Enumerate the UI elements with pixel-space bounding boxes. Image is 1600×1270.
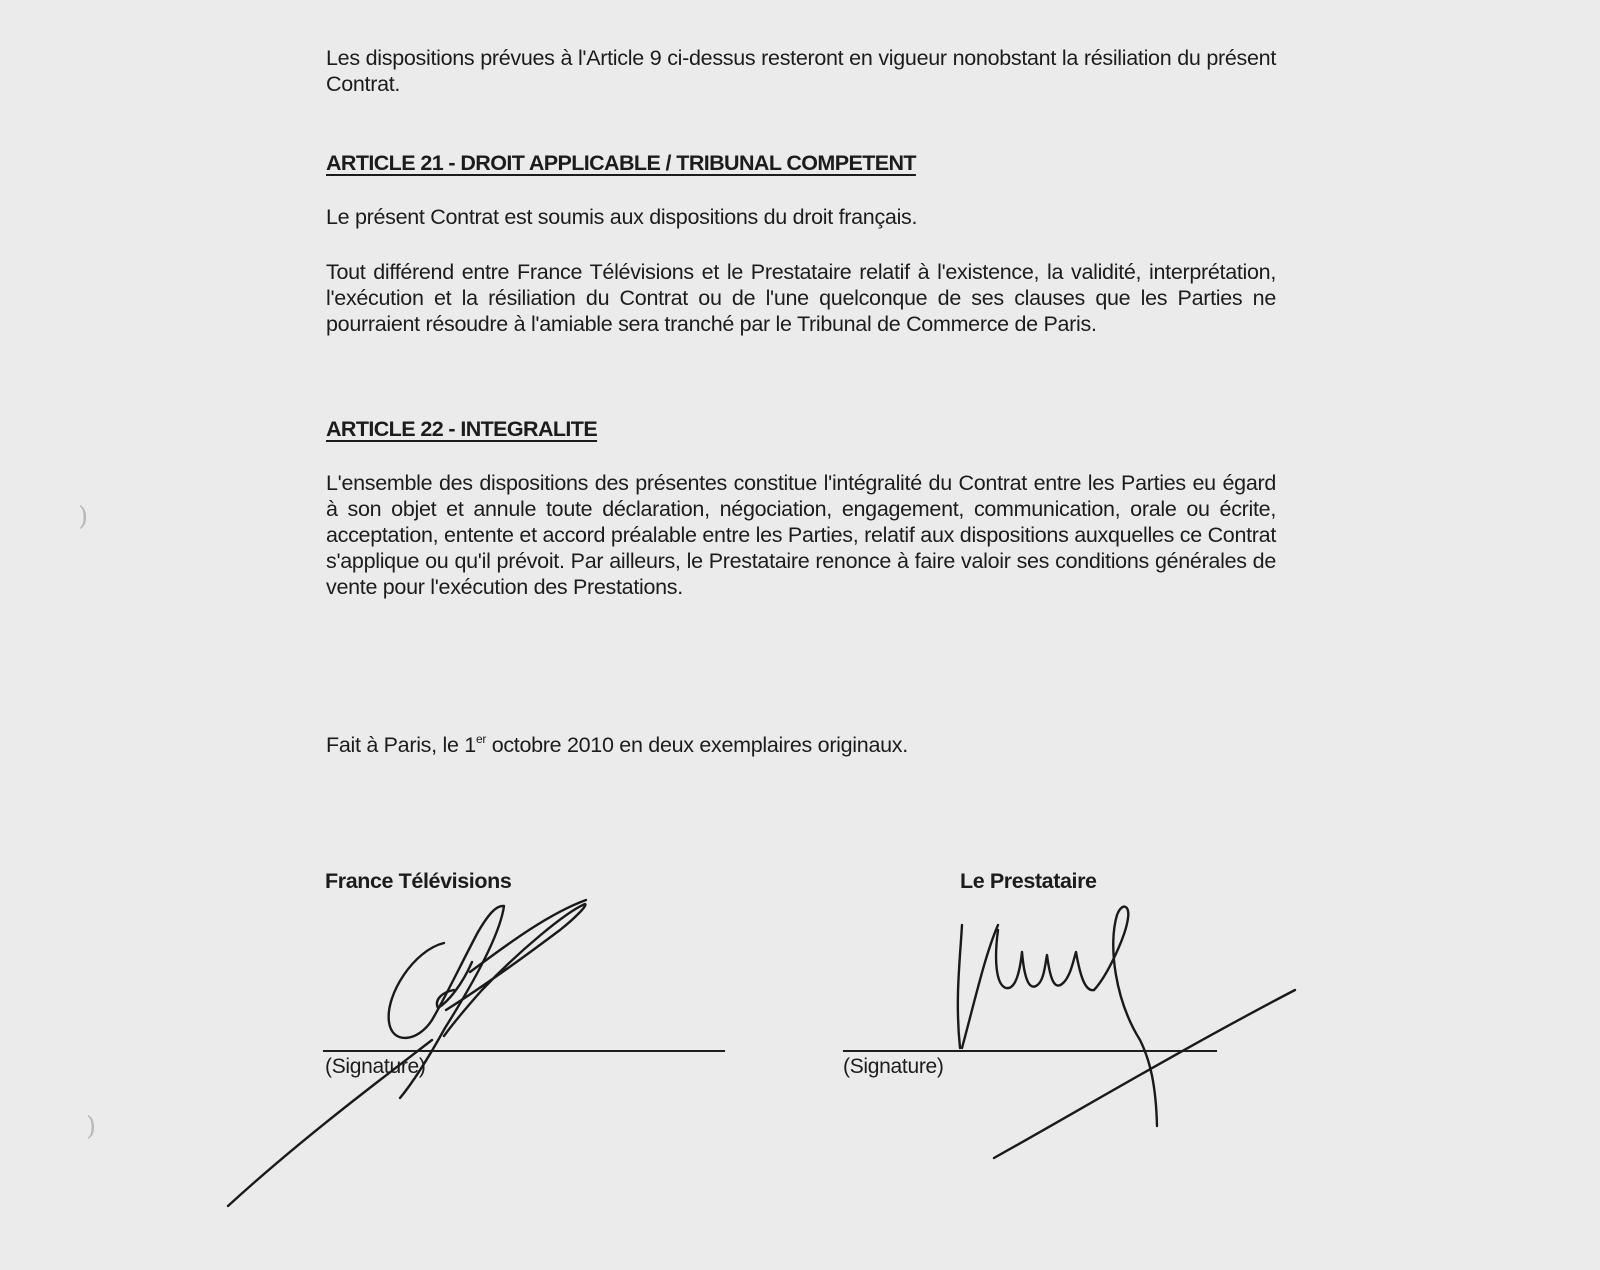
margin-mark-top: ): [78, 502, 89, 532]
article-21-paragraph-1: Le présent Contrat est soumis aux dispositions du droit français.: [326, 205, 918, 229]
article-21-heading: ARTICLE 21 - DROIT APPLICABLE / TRIBUNAL COMPETENT: [326, 151, 916, 175]
closing-superscript: er: [475, 732, 487, 746]
left-party-name: France Télévisions: [325, 869, 512, 893]
margin-mark-bottom: ): [86, 1112, 97, 1142]
article-21-paragraph-2: Tout différend entre France Télévisions et le Prestataire relatif à l'existence, la validité, interprétation, l'exécution et la résiliation du Contrat ou de l'une quelconque de ses clauses que les Parties ne pourraient résoudre à l'amiable sera tranché par le Tribunal de Commerce de Paris.: [326, 260, 1276, 336]
left-signature-label: (Signature): [325, 1055, 426, 1078]
closing-prefix: Fait à Paris, le 1: [326, 733, 476, 757]
closing-suffix: octobre 2010 en deux exemplaires originaux.: [486, 733, 908, 757]
intro-paragraph: Les dispositions prévues à l'Article 9 ci-dessus resteront en vigueur nonobstant la résiliation du présent Contrat.: [326, 46, 1276, 96]
right-party-name: Le Prestataire: [960, 869, 1097, 893]
right-signature-label: (Signature): [843, 1055, 944, 1078]
article-22-paragraph: L'ensemble des dispositions des présentes constitue l'intégralité du Contrat entre les Parties eu égard à son objet et annule toute déclaration, négociation, engagement, communication, orale ou écrite, acceptation, entente et accord préalable entre les Parties, relatif aux dispositions auxquelles ce Contrat s'applique ou qu'il prévoit. Par ailleurs, le Prestataire renonce à faire valoir ses conditions générales de vente pour l'exécution des Prestations.: [326, 471, 1276, 599]
article-22-heading: ARTICLE 22 - INTEGRALITE: [326, 417, 598, 441]
